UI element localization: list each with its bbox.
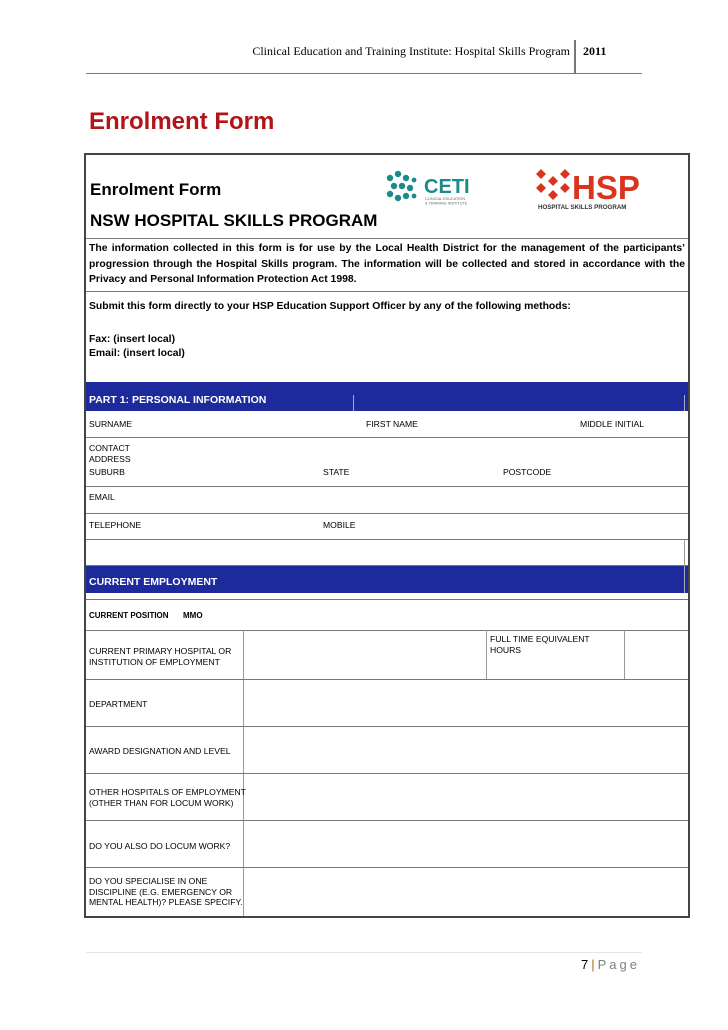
divider	[86, 539, 688, 540]
telephone-label: TELEPHONE	[89, 520, 142, 530]
svg-text:CLINICAL EDUCATION: CLINICAL EDUCATION	[425, 197, 466, 201]
ceti-logo-text: CETI	[424, 176, 470, 198]
band-cell-divider	[353, 395, 354, 411]
current-position-value: MMO	[183, 611, 203, 620]
department-label: DEPARTMENT	[89, 699, 148, 709]
email-label: EMAIL	[89, 492, 115, 502]
submit-instructions: Submit this form directly to your HSP Education Support Officer by any of the following methods:	[89, 301, 571, 312]
email-line: Email: (insert local)	[89, 348, 185, 359]
page-footer	[581, 957, 640, 972]
form-subtitle: NSW HOSPITAL SKILLS PROGRAM	[90, 211, 378, 230]
footer-separator: |	[591, 957, 595, 972]
privacy-notice: The information collected in this form is for use by the Local Health District for the management of the participants’ progression through the Hospital Skills program. The information will be collected and stored in accordance with the Privacy and Personal Information Protection Act 1998.	[89, 243, 685, 285]
surname-label: SURNAME	[89, 419, 132, 429]
divider	[86, 513, 688, 514]
suburb-label: SUBURB	[89, 467, 125, 477]
locum-work-label: DO YOU ALSO DO LOCUM WORK?	[89, 841, 231, 851]
specialise-label: DO YOU SPECIALISE IN ONE DISCIPLINE (E.G. EMERGENCY OR MENTAL HEALTH)? PLEASE SPECIFY.	[89, 876, 243, 907]
ceti-logo	[384, 168, 494, 210]
divider	[86, 238, 688, 239]
svg-text:HOSPITAL SKILLS PROGRAM: HOSPITAL SKILLS PROGRAM	[538, 204, 627, 211]
fax-line: Fax: (insert local)	[89, 334, 176, 345]
other-hospitals-label: OTHER HOSPITALS OF EMPLOYMENT (OTHER THAN FOR LOCUM WORK)	[89, 787, 246, 808]
fte-hours-label: FULL TIME EQUIVALENT HOURS	[490, 634, 590, 655]
divider	[86, 679, 688, 680]
section-header-current-employment: CURRENT EMPLOYMENT	[86, 566, 688, 593]
primary-hospital-label: CURRENT PRIMARY HOSPITAL OR INSTITUTION OF EMPLOYMENT	[89, 646, 232, 667]
running-header-title: Clinical Education and Training Institute: Hospital Skills Program	[252, 44, 570, 58]
footer-rule	[86, 952, 642, 953]
hsp-logo-text: HSP	[572, 169, 640, 206]
postcode-label: POSTCODE	[503, 467, 552, 477]
middle-initial-label: MIDDLE INITIAL	[580, 419, 644, 429]
contact-address-label: CONTACT ADDRESS	[89, 443, 131, 464]
page-word: Page	[597, 957, 640, 972]
page-number: 7	[581, 957, 589, 972]
divider	[86, 291, 688, 292]
current-position-label: CURRENT POSITION	[89, 611, 169, 620]
divider	[86, 773, 688, 774]
column-divider	[486, 630, 487, 679]
document-title: Enrolment Form	[89, 108, 275, 135]
header-rule	[86, 73, 642, 74]
divider	[86, 630, 688, 631]
divider	[86, 599, 688, 600]
band-cell-divider	[684, 566, 685, 593]
divider	[86, 726, 688, 727]
band-cell-divider	[684, 395, 685, 411]
state-label: STATE	[323, 467, 350, 477]
divider	[86, 820, 688, 821]
column-divider	[624, 630, 625, 679]
mobile-label: MOBILE	[323, 520, 356, 530]
divider	[86, 867, 688, 868]
hsp-logo	[534, 166, 650, 212]
cell-divider	[684, 539, 685, 565]
contact-methods	[89, 333, 185, 361]
header-separator	[574, 40, 576, 74]
form-title: Enrolment Form	[90, 180, 222, 199]
award-label: AWARD DESIGNATION AND LEVEL	[89, 746, 231, 756]
section-header-personal-info: PART 1: PERSONAL INFORMATION	[86, 382, 688, 411]
divider	[86, 486, 688, 487]
running-header-year: 2011	[583, 44, 607, 58]
first-name-label: FIRST NAME	[366, 419, 418, 429]
divider	[86, 437, 688, 438]
svg-text:& TRAINING INSTITUTE: & TRAINING INSTITUTE	[425, 201, 468, 206]
